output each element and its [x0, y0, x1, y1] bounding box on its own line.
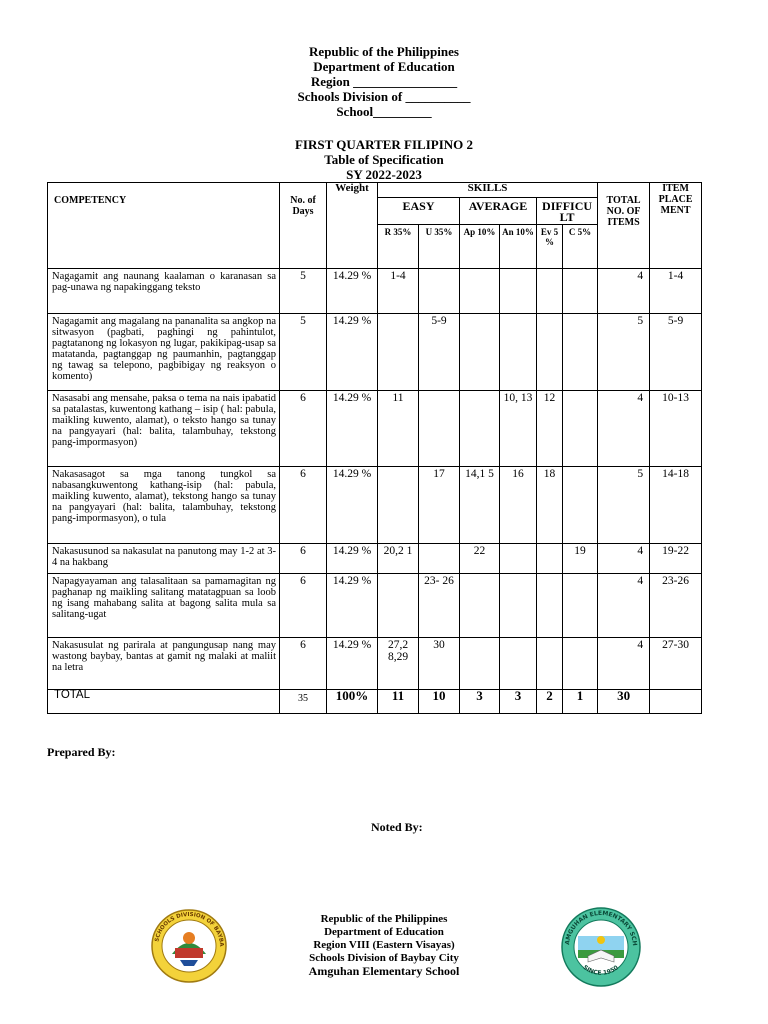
school-seal-text: AMGUHAN ELEMENTARY SCH	[564, 909, 639, 947]
remembering-cell	[378, 574, 419, 638]
total-applying: 3	[460, 690, 500, 714]
evaluating-cell	[537, 314, 563, 391]
remembering-cell: 1-4	[378, 269, 419, 314]
document-header	[0, 44, 768, 119]
header-easy: EASY	[378, 198, 460, 225]
competency-cell: Nasasabi ang mensahe, paksa o tema na nais ipabatid sa patalastas, kuwentong kathang – isip ( hal: pabula, maikling kuwento, alamat), o teksto hango sa tunay na pangyayari (hal: balita, talambuhay, tekstong pang-impormasyon)	[48, 391, 280, 467]
days-cell: 5	[280, 269, 327, 314]
footer-division: Schools Division of Baybay City	[309, 952, 459, 964]
evaluating-cell	[537, 574, 563, 638]
header-skills: SKILLS	[378, 183, 598, 198]
applying-cell: 14,1 5	[460, 467, 500, 544]
creating-cell	[563, 269, 598, 314]
understanding-cell	[419, 269, 460, 314]
understanding-cell: 30	[419, 638, 460, 690]
total-creating: 1	[563, 690, 598, 714]
applying-cell	[460, 314, 500, 391]
competency-cell: Napagyayaman ang talasalitaan sa pamamagitan ng paghanap ng maikling salitang matatagpuan sa loob ng isang mahabang salita at bagong salita mula sa salitang-ugat	[48, 574, 280, 638]
placement-cell: 14-18	[650, 467, 702, 544]
creating-cell	[563, 467, 598, 544]
title-quarter: FIRST QUARTER FILIPINO 2	[294, 137, 474, 152]
total-items-cell: 5	[598, 467, 650, 544]
footer-department: Department of Education	[324, 926, 444, 938]
total-items-cell: 4	[598, 391, 650, 467]
analyzing-cell: 16	[500, 467, 537, 544]
header-applying: Ap 10%	[460, 225, 500, 269]
header-average: AVERAGE	[460, 198, 537, 225]
table-row	[48, 391, 702, 467]
header-department: Department of Education	[313, 59, 455, 74]
division-seal-text: SCHOOLS DIVISION OF BAYBA	[154, 911, 225, 947]
analyzing-cell	[500, 574, 537, 638]
total-remembering: 11	[378, 690, 419, 714]
total-row	[48, 690, 702, 714]
remembering-cell: 11	[378, 391, 419, 467]
header-item-placement: ITEM PLACE MENT	[650, 183, 702, 269]
applying-cell	[460, 574, 500, 638]
header-region: Region ________________	[310, 74, 458, 89]
evaluating-cell	[537, 269, 563, 314]
total-label: TOTAL	[48, 690, 280, 714]
remembering-cell	[378, 314, 419, 391]
creating-cell	[563, 574, 598, 638]
total-weight: 100%	[327, 690, 378, 714]
days-cell: 6	[280, 391, 327, 467]
total-items: 30	[598, 690, 650, 714]
specification-table	[47, 182, 702, 714]
applying-cell	[460, 391, 500, 467]
weight-cell: 14.29 %	[327, 544, 378, 574]
total-understanding: 10	[419, 690, 460, 714]
header-republic: Republic of the Philippines	[309, 44, 459, 59]
remembering-cell: 27,2 8,29	[378, 638, 419, 690]
days-cell: 6	[280, 544, 327, 574]
header-division: Schools Division of __________	[297, 89, 471, 104]
placement-cell: 19-22	[650, 544, 702, 574]
header-competency: COMPETENCY	[48, 183, 280, 269]
weight-cell: 14.29 %	[327, 314, 378, 391]
evaluating-cell	[537, 638, 563, 690]
placement-cell: 5-9	[650, 314, 702, 391]
evaluating-cell: 12	[537, 391, 563, 467]
header-school: School_________	[336, 104, 432, 119]
prepared-by-label: Prepared By:	[47, 745, 116, 759]
table-row	[48, 269, 702, 314]
applying-cell	[460, 269, 500, 314]
creating-cell: 19	[563, 544, 598, 574]
days-cell: 6	[280, 574, 327, 638]
understanding-cell: 5-9	[419, 314, 460, 391]
analyzing-cell	[500, 269, 537, 314]
understanding-cell	[419, 544, 460, 574]
header-creating: C 5%	[563, 225, 598, 269]
total-items-cell: 4	[598, 544, 650, 574]
creating-cell	[563, 391, 598, 467]
weight-cell: 14.29 %	[327, 638, 378, 690]
total-items-cell: 5	[598, 314, 650, 391]
days-cell: 6	[280, 638, 327, 690]
placement-cell: 10-13	[650, 391, 702, 467]
total-placement	[650, 690, 702, 714]
competency-cell: Nakasasagot sa mga tanong tungkol sa nabasangkuwentong kathang-isip (hal: pabula, maikling kuwento, alamat), tekstong hango sa tunay na pangyayari (hal: balita, talambuhay, tekstong pang-impormasyon), o tula	[48, 467, 280, 544]
days-cell: 6	[280, 467, 327, 544]
header-analyzing: An 10%	[500, 225, 537, 269]
total-evaluating: 2	[537, 690, 563, 714]
header-total-items: TOTAL NO. OF ITEMS	[598, 183, 650, 269]
document-title	[0, 137, 768, 182]
total-items-cell: 4	[598, 638, 650, 690]
competency-cell: Nagagamit ang naunang kaalaman o karanasan sa pag-unawa ng napakinggang teksto	[48, 269, 280, 314]
school-seal-since: SINCE 1950	[581, 963, 620, 977]
competency-cell: Nagagamit ang magalang na pananalita sa angkop na sitwasyon (pagbati, paghingi ng pahintulot, pagtatanong ng lokasyon ng lugar, pakikipag-usap sa matatanda, pagtanggap ng paumanhin, pagtanggap ng tawag sa telepono, pagbibigay ng reaksyon o komento)	[48, 314, 280, 391]
understanding-cell: 17	[419, 467, 460, 544]
analyzing-cell	[500, 314, 537, 391]
noted-by-label: Noted By:	[371, 820, 423, 834]
title-tos: Table of Specification	[324, 152, 444, 167]
analyzing-cell	[500, 544, 537, 574]
table-row	[48, 638, 702, 690]
header-remembering: R 35%	[378, 225, 419, 269]
evaluating-cell: 18	[537, 467, 563, 544]
remembering-cell	[378, 467, 419, 544]
footer-republic: Republic of the Philippines	[320, 913, 448, 925]
table-row	[48, 467, 702, 544]
header-difficult: DIFFICU LT	[537, 198, 598, 225]
creating-cell	[563, 638, 598, 690]
footer-school: Amguhan Elementary School	[308, 964, 460, 978]
applying-cell: 22	[460, 544, 500, 574]
placement-cell: 27-30	[650, 638, 702, 690]
weight-cell: 14.29 %	[327, 467, 378, 544]
total-items-cell: 4	[598, 269, 650, 314]
header-weight: Weight	[327, 183, 378, 269]
total-days: 35	[280, 690, 327, 714]
analyzing-cell: 10, 13	[500, 391, 537, 467]
analyzing-cell	[500, 638, 537, 690]
applying-cell	[460, 638, 500, 690]
title-school-year: SY 2022-2023	[346, 167, 422, 182]
school-seal-logo	[560, 906, 642, 993]
table-row	[48, 574, 702, 638]
placement-cell: 23-26	[650, 574, 702, 638]
total-analyzing: 3	[500, 690, 537, 714]
creating-cell	[563, 314, 598, 391]
header-evaluating: Ev 5 %	[537, 225, 563, 269]
table-row	[48, 544, 702, 574]
days-cell: 5	[280, 314, 327, 391]
understanding-cell: 23- 26	[419, 574, 460, 638]
competency-cell: Nakasusunod sa nakasulat na panutong may 1-2 at 3-4 na hakbang	[48, 544, 280, 574]
header-days: No. of Days	[280, 183, 327, 269]
competency-cell: Nakasusulat ng parirala at pangungusap nang may wastong baybay, bantas at gamit ng malaki at maliit na letra	[48, 638, 280, 690]
header-understanding: U 35%	[419, 225, 460, 269]
weight-cell: 14.29 %	[327, 574, 378, 638]
footer-region: Region VIII (Eastern Visayas)	[313, 939, 455, 951]
total-items-cell: 4	[598, 574, 650, 638]
understanding-cell	[419, 391, 460, 467]
placement-cell: 1-4	[650, 269, 702, 314]
table-row	[48, 314, 702, 391]
weight-cell: 14.29 %	[327, 269, 378, 314]
weight-cell: 14.29 %	[327, 391, 378, 467]
evaluating-cell	[537, 544, 563, 574]
footer-address	[0, 913, 768, 978]
remembering-cell: 20,2 1	[378, 544, 419, 574]
